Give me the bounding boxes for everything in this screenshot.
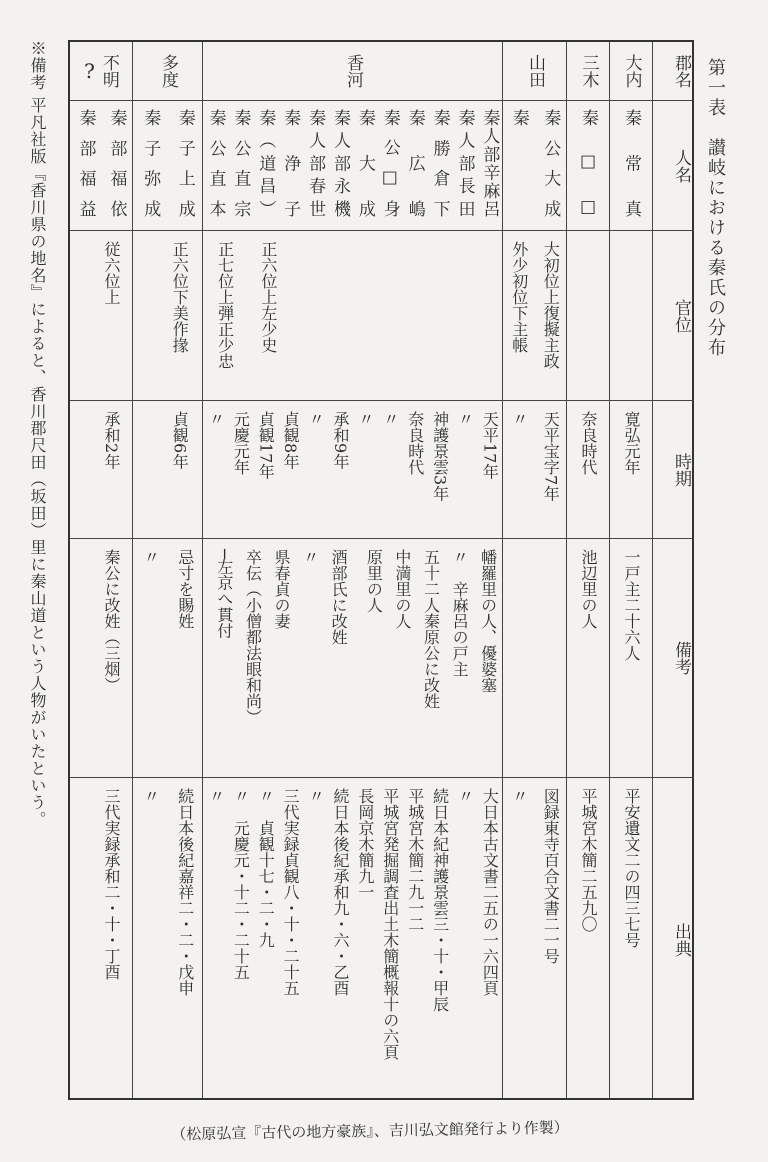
person-name: 秦子上成 (174, 109, 195, 217)
person-period: 元慶元年 (231, 411, 251, 475)
row-header-band (653, 538, 694, 777)
person-source: 平安遺文二の四三七号 (622, 788, 641, 948)
district-band (203, 230, 502, 400)
person-period: 貞観6年 (170, 411, 190, 470)
person-period: 〃 (509, 411, 529, 427)
person-note: 一戸主二十六人 (622, 549, 641, 661)
person-source: 〃 (206, 788, 226, 804)
district-band (610, 400, 652, 538)
person-rank: 正六位下美作掾 (170, 241, 190, 353)
person-note: 中満里の人 (392, 549, 412, 629)
row-header-band (653, 42, 694, 100)
district-header (610, 42, 652, 100)
district-band (503, 230, 566, 400)
person-period: 〃 (455, 411, 475, 427)
person-name: 秦公直宗 (230, 109, 251, 217)
person-source: 三代実録承和二・十・丁酉 (102, 788, 121, 980)
person-source: 〃 (306, 788, 326, 804)
district-band (70, 400, 132, 538)
person-source: 〃 元慶元・十二・二十五 (231, 788, 251, 980)
row-header-band (653, 230, 694, 400)
person-period: 〃 (355, 411, 375, 427)
person-name: 秦部福益 (75, 109, 96, 217)
row-header-5: 出典 (671, 923, 691, 957)
person-period: 承和9年 (330, 411, 350, 470)
person-note: 原里の人 (364, 549, 384, 613)
person-name: 秦公大成 (540, 109, 561, 217)
person-rank: 正七位上弾正少忠 (215, 241, 235, 369)
person-rank: 外少初位下主帳 (509, 241, 529, 353)
person-rank: 従六位上 (102, 241, 121, 305)
person-rank: 大初位上復擬主政 (541, 241, 561, 369)
person-source: 続日本後紀承和九・六・乙酉 (330, 788, 350, 996)
person-period: 承和2年 (102, 411, 121, 470)
district-header (70, 42, 132, 100)
district-band (567, 538, 609, 777)
person-source: 大日本古文書二五の一六四頁 (480, 788, 500, 996)
row-header-column (652, 42, 694, 1098)
person-note: 〃 辛麻呂の戸主 (450, 549, 470, 677)
district-band (610, 777, 652, 1102)
district-band (133, 538, 202, 777)
district-band (610, 538, 652, 777)
district-column-4 (132, 42, 202, 1098)
district-name: 山田 (525, 54, 545, 88)
row-header-1: 人名 (671, 148, 691, 183)
hata-clan-distribution-table (68, 40, 694, 1100)
person-source: 〃 貞観十七・二・九 (256, 788, 276, 948)
person-name: 秦常真 (621, 109, 641, 217)
district-header (503, 42, 566, 100)
district-band (567, 230, 609, 400)
person-source: 続日本後紀嘉祥二・二・戊申 (175, 788, 195, 996)
district-column-0 (609, 42, 652, 1098)
person-source: 長岡京木簡九一 (355, 788, 375, 900)
person-source: 平城宮木簡二九一二 (405, 788, 425, 932)
person-name: 秦大成 (354, 109, 375, 217)
row-header-2: 官位 (671, 298, 691, 333)
person-source: 〃 (455, 788, 475, 804)
row-header-4: 備考 (671, 641, 691, 675)
district-band (503, 777, 566, 1102)
district-band (133, 230, 202, 400)
district-header (567, 42, 609, 100)
district-header (133, 42, 202, 100)
person-source: 平城宮発掘調査出土木簡概報十の六頁 (380, 788, 400, 1060)
person-period: 貞観8年 (281, 411, 301, 470)
person-name: 秦人部辛麻呂 (479, 109, 500, 217)
person-note: 五十二人秦原公に改姓 (421, 549, 441, 709)
row-header-0: 郡名 (671, 54, 691, 88)
district-band (70, 777, 132, 1102)
person-name: 秦公□身 (379, 109, 400, 217)
district-band (610, 230, 652, 400)
district-name: 不明 (98, 54, 119, 88)
person-source: 図録東寺百合文書二一号 (541, 788, 561, 964)
person-period: 奈良時代 (579, 411, 598, 475)
person-source: 〃 (141, 788, 161, 804)
row-header-3: 時期 (671, 452, 691, 487)
person-name: 秦 (508, 109, 529, 126)
district-band (70, 230, 132, 400)
district-band (203, 100, 502, 230)
person-rank: 正六位上左少史 (258, 241, 278, 353)
district-band (567, 400, 609, 538)
district-header (203, 42, 502, 100)
district-name: 大内 (621, 54, 642, 88)
person-period: 寛弘元年 (622, 411, 641, 475)
district-band (70, 538, 132, 777)
person-note: 秦公に改姓（三烟） (102, 549, 121, 693)
district-band (503, 100, 566, 230)
person-period: 〃 (306, 411, 326, 427)
person-source: 三代実録貞観八・十・二十五 (281, 788, 301, 996)
person-source: 続日本紀神護景雲三・十・甲辰 (430, 788, 450, 1012)
person-name: 秦部福依 (106, 109, 127, 217)
person-period: 〃 (380, 411, 400, 427)
person-name: 秦勝倉下 (429, 109, 450, 217)
person-note: 〃 (141, 549, 161, 565)
person-note: 忌寸を賜姓 (175, 549, 195, 629)
remarks-text: 平凡社版『香川県の地名』によると、香川郡尺田（坂田）里に秦山道という人物がいたという。 (28, 97, 47, 829)
district-band (133, 777, 202, 1102)
district-name: 多度 (158, 54, 178, 88)
district-column-3 (202, 42, 502, 1098)
person-name: 秦（道昌） (255, 109, 276, 217)
district-band (133, 100, 202, 230)
person-period: 天平17年 (480, 411, 500, 480)
person-period: 神護景雲3年 (430, 411, 450, 502)
district-band (503, 538, 566, 777)
person-period: 天平宝字7年 (541, 411, 561, 502)
district-band (567, 100, 609, 230)
district-band (133, 400, 202, 538)
person-note: 〃 (300, 549, 320, 565)
person-note: 卒伝（小僧都法眼和尚） (243, 549, 263, 725)
person-note: 幡羅里の人、優婆塞 (478, 549, 498, 693)
row-header-band (653, 400, 694, 538)
district-band (503, 400, 566, 538)
district-band (610, 100, 652, 230)
row-header-band (653, 100, 694, 230)
source-caption: （松原弘宣『古代の地方豪族』、吉川弘文館発行より作製） (171, 1118, 569, 1144)
district-column-2 (502, 42, 566, 1098)
person-name: 秦人部春世 (305, 109, 326, 217)
person-source: 平城宮木簡二五九〇 (579, 788, 598, 932)
district-column-1 (566, 42, 609, 1098)
person-name: 秦公直本 (205, 109, 226, 217)
district-band (203, 400, 502, 538)
person-note: 酒部氏に改姓 (329, 549, 349, 645)
person-note: 県春貞の妻 (272, 549, 292, 629)
person-period: 〃 (206, 411, 226, 427)
district-band (203, 777, 502, 1102)
person-name: 秦人部永機 (329, 109, 350, 217)
unknown-mark: ? (84, 59, 95, 83)
district-band (70, 100, 132, 230)
remarks-note (26, 40, 49, 910)
person-name: 秦□□ (578, 109, 598, 217)
district-band (567, 777, 609, 1102)
row-header-band (653, 777, 694, 1102)
person-note: 池辺里の人 (579, 549, 598, 629)
district-name: 香河 (343, 54, 363, 88)
person-name: 秦広嶋 (404, 109, 425, 217)
person-name: 秦子弥成 (140, 109, 161, 217)
person-source: 〃 (509, 788, 529, 804)
remarks-label: ※備考 (28, 40, 47, 91)
district-name: 三木 (578, 54, 599, 88)
person-note: ─左京へ貫付 (214, 549, 234, 639)
person-period: 奈良時代 (405, 411, 425, 475)
person-period: 貞観17年 (256, 411, 276, 480)
person-name: 秦浄子 (280, 109, 301, 217)
district-column-5 (70, 42, 132, 1098)
table-title: 第一表 讃岐における秦氏の分布 (705, 58, 726, 358)
district-band (203, 538, 502, 777)
person-name: 秦人部長田 (454, 109, 475, 217)
